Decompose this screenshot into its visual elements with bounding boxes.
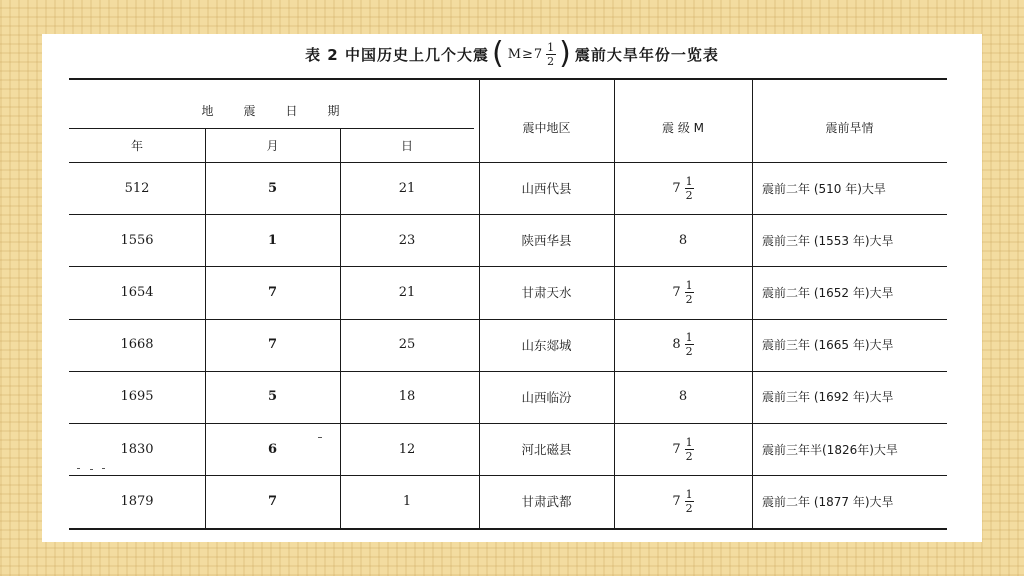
scan-speck bbox=[77, 468, 80, 469]
month-cell: 6 bbox=[267, 441, 278, 457]
month-cell: 7 bbox=[267, 284, 278, 300]
row-divider bbox=[69, 214, 947, 215]
month-cell: 1 bbox=[267, 232, 278, 248]
scan-speck bbox=[102, 468, 105, 469]
day-cell: 1 bbox=[402, 493, 412, 509]
day-cell: 18 bbox=[398, 389, 416, 405]
header-region: 震中地区 bbox=[522, 120, 571, 135]
header-drought: 震前旱情 bbox=[825, 120, 874, 135]
year-cell: 1668 bbox=[120, 337, 154, 353]
day-cell: 12 bbox=[398, 441, 416, 457]
title-close-paren: ) bbox=[559, 36, 572, 71]
title-magnitude-label: M≥7 bbox=[507, 46, 544, 62]
title-suffix: 震前大旱年份一览表 bbox=[574, 45, 719, 64]
magnitude-whole: 7 bbox=[672, 441, 681, 457]
title-open-paren: ( bbox=[491, 36, 505, 71]
magnitude-cell bbox=[614, 425, 752, 473]
scan-speck bbox=[90, 469, 93, 470]
magnitude-fraction bbox=[685, 176, 694, 201]
region-cell: 山西代县 bbox=[521, 181, 572, 197]
region-cell: 山西临汾 bbox=[521, 389, 572, 405]
region-cell: 陕西华县 bbox=[521, 233, 572, 249]
row-divider bbox=[69, 162, 947, 163]
title-fraction-den: 2 bbox=[547, 54, 556, 68]
title-magnitude bbox=[508, 42, 556, 67]
year-cell: 1654 bbox=[120, 284, 154, 300]
day-cell: 21 bbox=[398, 284, 416, 300]
region-cell: 甘肃天水 bbox=[521, 285, 572, 301]
date-group-underline bbox=[69, 128, 474, 129]
magnitude-whole: 7 bbox=[672, 493, 681, 509]
day-cell: 23 bbox=[398, 232, 416, 248]
month-cell: 5 bbox=[267, 389, 278, 405]
magnitude-fraction-num: 1 bbox=[685, 435, 693, 449]
day-cell: 25 bbox=[398, 337, 416, 353]
document-sheet bbox=[42, 34, 982, 542]
magnitude-fraction-num: 1 bbox=[685, 331, 693, 345]
magnitude-cell bbox=[614, 164, 752, 212]
drought-cell: 震前二年 (510 年)大旱 bbox=[762, 181, 886, 196]
header-year: 年 bbox=[130, 138, 143, 153]
header-date-group: 地 震 日 期 bbox=[201, 103, 342, 118]
magnitude-cell bbox=[614, 268, 752, 316]
region-cell: 河北磁县 bbox=[521, 442, 572, 458]
day-cell: 21 bbox=[398, 180, 416, 196]
magnitude-whole: 7 bbox=[672, 284, 681, 300]
magnitude-fraction-den: 2 bbox=[685, 501, 693, 515]
month-cell: 5 bbox=[267, 180, 278, 196]
title-prefix: 表 2 中国历史上几个大震 bbox=[305, 45, 489, 64]
drought-cell: 震前二年 (1652 年)大旱 bbox=[762, 285, 894, 300]
row-divider bbox=[69, 475, 947, 476]
magnitude-fraction-den: 2 bbox=[685, 345, 693, 359]
table-title bbox=[42, 38, 982, 70]
region-cell: 甘肃武都 bbox=[521, 494, 572, 510]
magnitude-fraction bbox=[685, 332, 694, 357]
region-cell: 山东郯城 bbox=[521, 337, 572, 353]
month-cell: 7 bbox=[267, 493, 278, 509]
magnitude-cell bbox=[614, 477, 752, 525]
top-rule bbox=[69, 78, 947, 80]
year-cell: 1556 bbox=[120, 232, 154, 248]
magnitude-cell bbox=[614, 321, 752, 369]
magnitude-whole: 8 bbox=[678, 232, 688, 248]
title-fraction bbox=[546, 42, 556, 67]
magnitude-fraction-num: 1 bbox=[685, 278, 693, 292]
magnitude-whole: 8 bbox=[672, 337, 681, 353]
title-fraction-num: 1 bbox=[547, 40, 556, 54]
drought-cell: 震前三年 (1692 年)大旱 bbox=[762, 390, 894, 405]
header-month: 月 bbox=[266, 138, 279, 153]
magnitude-whole: 7 bbox=[672, 180, 681, 196]
year-cell: 512 bbox=[124, 180, 150, 196]
month-cell: 7 bbox=[267, 337, 278, 353]
year-cell: 1695 bbox=[120, 389, 154, 405]
row-divider bbox=[69, 266, 947, 267]
year-cell: 1830 bbox=[120, 441, 154, 457]
bottom-rule bbox=[69, 528, 947, 530]
header-magnitude: 震 级 M bbox=[662, 120, 704, 135]
magnitude-whole: 8 bbox=[678, 389, 688, 405]
year-cell: 1879 bbox=[120, 493, 154, 509]
drought-cell: 震前三年 (1553 年)大旱 bbox=[762, 233, 894, 248]
magnitude-cell bbox=[614, 216, 752, 264]
magnitude-fraction bbox=[685, 280, 694, 305]
header-day: 日 bbox=[400, 138, 413, 153]
drought-cell: 震前二年 (1877 年)大旱 bbox=[762, 494, 894, 509]
magnitude-fraction-den: 2 bbox=[685, 188, 693, 202]
magnitude-fraction-num: 1 bbox=[685, 487, 693, 501]
scan-speck bbox=[318, 437, 322, 438]
row-divider bbox=[69, 371, 947, 372]
row-divider bbox=[69, 319, 947, 320]
magnitude-fraction bbox=[685, 489, 694, 514]
magnitude-fraction-den: 2 bbox=[685, 292, 693, 306]
magnitude-fraction-num: 1 bbox=[685, 174, 693, 188]
drought-cell: 震前三年半(1826年)大旱 bbox=[762, 442, 898, 457]
magnitude-fraction-den: 2 bbox=[685, 449, 693, 463]
row-divider bbox=[69, 423, 947, 424]
magnitude-cell bbox=[614, 373, 752, 421]
magnitude-fraction bbox=[685, 437, 694, 462]
drought-cell: 震前三年 (1665 年)大旱 bbox=[762, 338, 894, 353]
